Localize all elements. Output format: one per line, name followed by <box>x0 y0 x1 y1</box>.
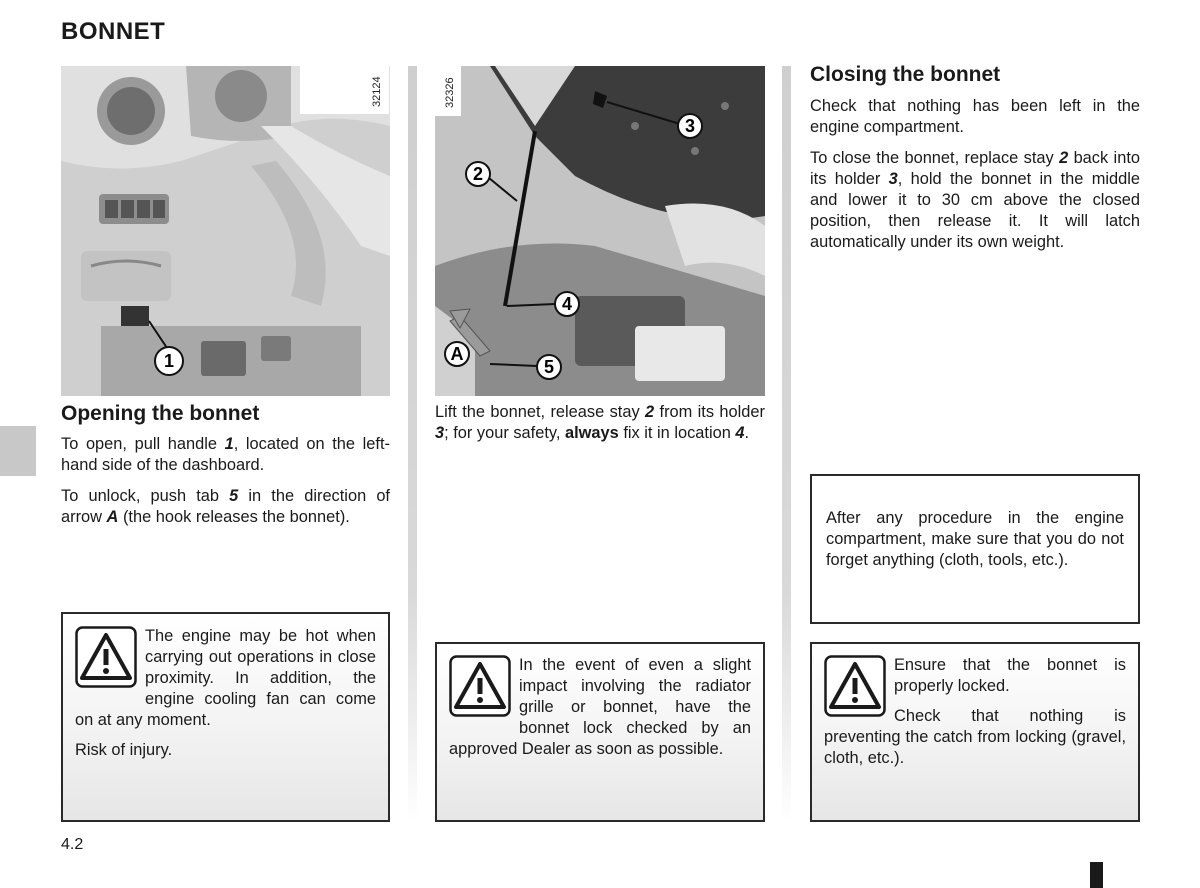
section-heading-closing: Closing the bonnet <box>810 63 1001 86</box>
warning-box-hot-engine: The engine may be hot when carrying out operations in close proximity. In addition, the engine cooling fan can come on at any moment. Risk of injury. <box>61 612 390 822</box>
section-heading-opening: Opening the bonnet <box>61 402 260 425</box>
unlock-instruction: To unlock, push tab 5 in the direction of arrow A (the hook releases the bonnet). <box>61 487 390 526</box>
warning-box-locked: Ensure that the bonnet is properly locked. Check that nothing is preventing the catch from locking (gravel, cloth, etc.). <box>810 642 1140 822</box>
warning-box-impact: In the event of even a slight impact involving the radiator grille or bonnet, have the bonnet lock checked by an approved Dealer as soon as possible. <box>435 642 765 822</box>
note-text: After any procedure in the engine compartment, make sure that you do not forget anything (cloth, tools, etc.). <box>826 509 1124 569</box>
opening-instruction: To open, pull handle 1, located on the left-hand side of the dashboard. <box>61 435 390 474</box>
warning-triangle-icon <box>75 626 137 688</box>
engine-bay-photo <box>435 66 765 396</box>
callout-2: 2 <box>472 164 484 184</box>
column-separator <box>782 66 791 822</box>
lift-bonnet-caption: Lift the bonnet, release stay 2 from its holder 3; for your safety, always fix it in location 4. <box>435 403 765 442</box>
page-number: 4.2 <box>61 836 84 853</box>
callout-1: 1 <box>163 351 175 371</box>
callout-5: 5 <box>543 357 555 377</box>
closing-check: Check that nothing has been left in the engine compartment. <box>810 97 1140 136</box>
callout-4: 4 <box>561 294 573 314</box>
dashboard-photo <box>61 66 390 396</box>
chapter-tab <box>0 426 36 476</box>
image-ref-number: 32326 <box>444 77 456 108</box>
callout-A: A <box>450 344 464 364</box>
callout-3: 3 <box>684 116 696 136</box>
closing-instruction: To close the bonnet, replace stay 2 back into its holder 3, hold the bonnet in the middle and lower it to 30 cm above the closed position, then release it. It will latch automatically under its own weight. <box>810 149 1141 251</box>
page-title: BONNET <box>61 18 166 45</box>
image-ref-number: 32124 <box>371 76 383 107</box>
note-box-compartment <box>810 474 1140 624</box>
page-edge-mark <box>1090 862 1103 888</box>
warning-triangle-icon <box>824 655 886 717</box>
column-separator <box>408 66 417 822</box>
warning-triangle-icon <box>449 655 511 717</box>
